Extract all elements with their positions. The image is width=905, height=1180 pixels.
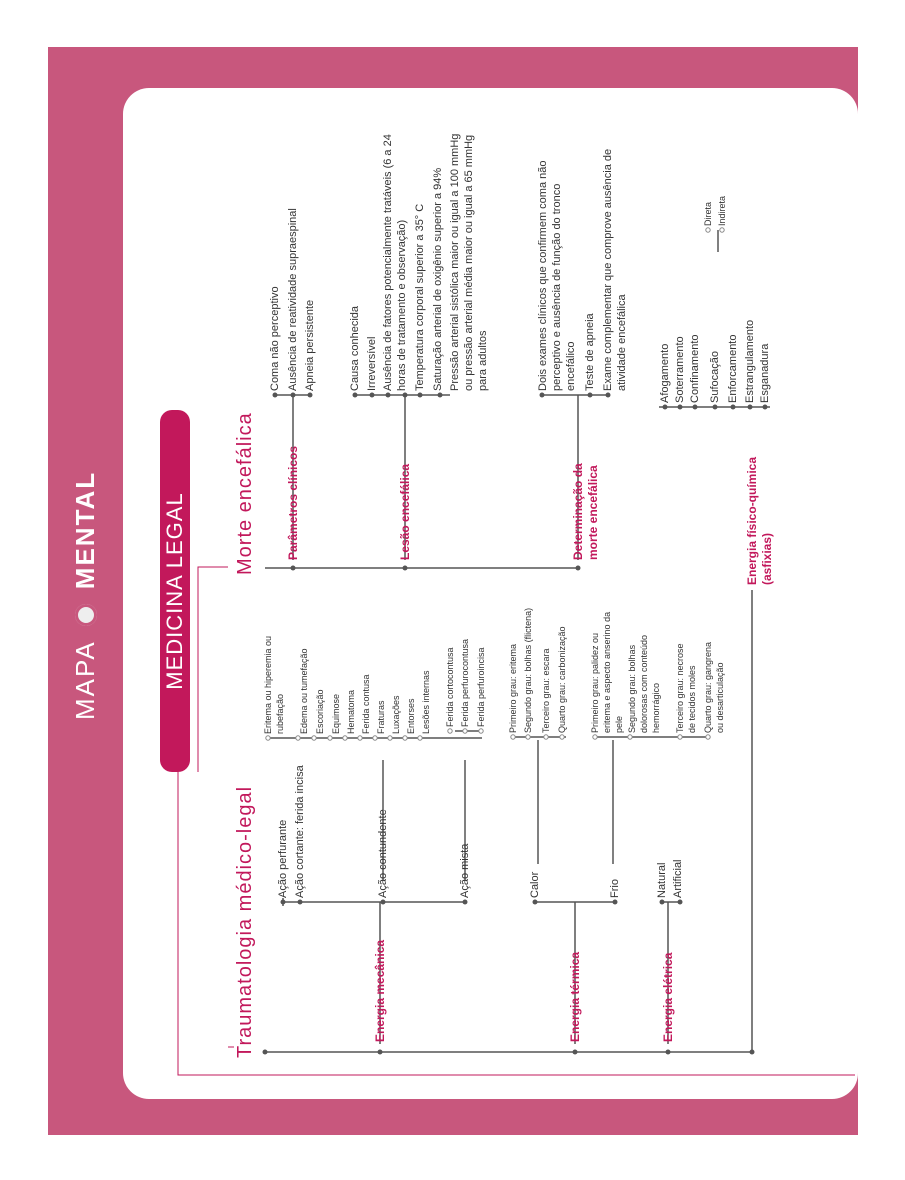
eletrica-item: Natural xyxy=(656,862,668,898)
parametro-item: Coma não perceptivo xyxy=(269,286,281,391)
calor-item: Terceiro grau: escara xyxy=(541,648,551,733)
branch-determinacao-2: morte encefálica xyxy=(586,465,600,560)
frio-item: Primeiro grau: palidez ou eritema e aspecto anserino da pele xyxy=(590,611,624,733)
asfixia-item: Afogamento xyxy=(659,343,671,403)
determinacao-item: Dois exames clínicos que confirmem coma não perceptivo e ausência de função do tronco encefálico xyxy=(537,160,577,391)
lesao-item: Saturação arterial de oxigênio superior a 94% xyxy=(432,167,444,391)
sufocacao-item: Direta xyxy=(703,201,713,226)
contundente-item: Fraturas xyxy=(376,700,386,734)
mista-item: Ferida perfurocontusa xyxy=(460,638,470,727)
branch-energia-fisico-quimica: Energia físico-química xyxy=(745,456,759,585)
contundente-item: Escoriação xyxy=(315,689,325,734)
branch-determinacao: Determinação da xyxy=(571,463,585,560)
contundente-item: Lesões internas xyxy=(421,670,431,734)
termica-calor: Calor xyxy=(529,871,541,898)
lesao-item: Irreversível xyxy=(366,336,378,391)
calor-item: Quarto grau: carbonização xyxy=(557,626,567,733)
contundente-item: Luxações xyxy=(391,695,401,734)
lesao-item: Causa conhecida xyxy=(349,305,361,391)
eletrica-item: Artificial xyxy=(672,859,684,898)
central-node xyxy=(160,410,190,772)
acao-contundente: Ação contundente xyxy=(377,809,389,898)
topic-morte-encefalica: Morte encefálica xyxy=(234,412,256,575)
acao-mista: Ação mista xyxy=(459,843,471,898)
parametro-item: Apneia persistente xyxy=(304,299,316,391)
asfixia-item: Confinamento xyxy=(689,334,701,403)
determinacao-item: Exame complementar que comprove ausência de atividade encefálica xyxy=(602,148,628,391)
topic-traumatologia: Traumatologia médico-legal xyxy=(234,785,256,1058)
contundente-item: Entorses xyxy=(406,698,416,734)
branch-energia-mecanica: Energia mecânica xyxy=(373,939,387,1042)
parametro-item: Ausência de reatividade supraespinal xyxy=(287,208,299,391)
brand-word-mental: MENTAL xyxy=(70,470,100,590)
brand-word-mapa: MAPA xyxy=(70,641,100,720)
subject-title: MEDICINA LEGAL xyxy=(162,492,187,690)
frio-item: Quarto grau: gangrena ou desarticulação xyxy=(703,641,725,733)
determinacao-item: Teste de apneia xyxy=(584,313,596,391)
branch-asfixias: (asfixias) xyxy=(760,532,774,585)
contundente-item: Ferida contusa xyxy=(361,674,371,734)
mista-item: Ferida cortocontusa xyxy=(445,647,455,727)
brand-title xyxy=(70,471,101,720)
asfixia-item: Soterramento xyxy=(674,336,686,403)
branch-energia-termica: Energia térmica xyxy=(568,951,582,1042)
termica-frio: Frio xyxy=(609,879,621,898)
sufocacao-item: Indireta xyxy=(717,195,727,226)
contundente-item: Eritema ou hiperemia ou rubefação xyxy=(263,635,285,734)
branch-lesao-encefalica: Lesão encefálica xyxy=(398,463,412,560)
calor-item: Segundo grau: bolhas (flictena) xyxy=(523,607,533,733)
lesao-item: Pressão arterial sistólica maior ou igual a 100 mmHg ou pressão arterial média maior ou igual a 65 mmHg para adultos xyxy=(449,133,489,391)
mista-item: Ferida perfuroincisa xyxy=(476,647,486,727)
frio-item: Segundo grau: bolhas dolorosas com conteúdo hemorrágico xyxy=(627,634,661,733)
contundente-item: Hematoma xyxy=(346,689,356,734)
lesao-item: Ausência de fatores potencialmente tratáveis (6 a 24 horas de tratamento e observação) xyxy=(382,134,408,391)
calor-item: Primeiro grau: eritema xyxy=(508,643,518,733)
asfixia-item-sufocacao: Sufocação xyxy=(709,351,721,403)
acao-perfurante: Ação perfurante xyxy=(277,819,289,898)
asfixia-item: Esganadura xyxy=(759,343,771,403)
lesao-item: Temperatura corporal superior a 35° C xyxy=(414,203,426,391)
frio-item: Terceiro grau: necrose de tecidos moles xyxy=(675,643,697,733)
branch-energia-eletrica: Energia elétrica xyxy=(661,952,675,1042)
asfixia-item: Enforcamento xyxy=(727,334,739,403)
contundente-item: Equimose xyxy=(331,693,341,734)
branch-parametros-clinicos: Parâmetros clínicos xyxy=(286,445,300,560)
acao-cortante: Ação cortante: ferida incisa xyxy=(294,765,306,898)
contundente-item: Edema ou tumefação xyxy=(299,648,309,734)
brand-icon xyxy=(75,604,97,626)
asfixia-item: Estrangulamento xyxy=(744,319,756,403)
